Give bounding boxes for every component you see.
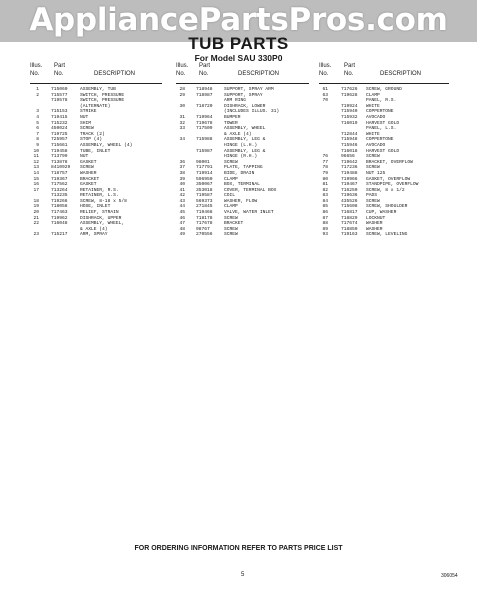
column-header [176,63,309,82]
part-description: CLAMP [224,176,238,182]
part-description: RETAINER, R.S. [80,187,119,193]
part-number: 715060 [51,87,68,92]
parts-column-1 [30,63,162,238]
part-number: 718948 [196,87,213,92]
part-description: SCREW [366,154,380,160]
part-number: 715946 [341,142,358,148]
part-number: 717626 [341,87,358,92]
part-number: 8410929 [51,165,71,171]
illus-number: 30 [179,103,185,109]
header-rule [319,83,449,84]
illus-number: 89 [322,226,328,232]
part-description: ASSEMBLY, WHEEL [224,126,266,132]
illus-number: 32 [179,120,185,126]
part-description: BRACKET [80,176,100,182]
part-description: SUPPORT, SPRAY [224,92,263,98]
illus-number: 76 [322,154,328,160]
illus-number: 83 [322,193,328,199]
illus-number: 19 [33,204,39,210]
part-number: 719578 [51,98,68,104]
part-number: 719628 [341,92,358,98]
part-number: 715948 [341,137,358,143]
part-description: ARM, SPRAY [80,232,108,238]
document-code: 306054 [441,573,458,579]
part-number: 715661 [51,142,68,148]
part-number: 717236 [341,165,358,171]
part-number: 716250 [341,187,358,193]
part-description: SCREW [224,232,238,238]
part-description: NUT [80,114,89,120]
part-number: 715987 [196,148,213,154]
part-number: 719458 [51,148,68,154]
part-description: HINGE (L.H.) [224,142,258,148]
part-number: 716019 [341,120,358,126]
illus-number: 45 [179,210,185,216]
part-row [176,232,309,238]
part-description: SCREW, 8 x 1/2 [366,187,405,193]
part-description: GASKET [80,159,97,165]
illus-number: 85 [322,204,328,210]
illus-number: 43 [179,198,185,204]
watermark-text: AppliancePartsPros.com [29,2,448,38]
column-header [30,63,162,82]
part-number: 718757 [51,170,68,176]
part-number: 719636 [341,193,358,199]
part-description: COPPERTONE [366,137,394,143]
illus-number: 49 [179,232,185,238]
illus-number: 34 [179,137,185,143]
part-description: SCREW [224,226,238,232]
part-number: 350067 [196,182,213,188]
illus-number: 79 [322,170,328,176]
part-description: (INCLUDES ILLUS. 31) [224,109,280,115]
part-description: GASKET [80,182,97,188]
illus-number: 5 [36,120,39,126]
illus-number: 9 [36,142,39,148]
header-rule [176,83,309,84]
part-number: 96656 [341,154,355,160]
part-description: BOX, TERMINAL [224,182,260,188]
part-description: ASSEMBLY, WHEEL (4) [80,142,133,148]
part-number: 719367 [51,176,68,182]
part-number: 717509 [196,126,213,132]
part-description: WHITE [366,103,380,109]
header-label: Part [199,63,211,69]
illus-number: 29 [179,92,185,98]
part-number: 715940 [341,109,358,115]
part-description: & AXLE (4) [80,226,108,232]
illus-number: 40 [179,182,185,188]
part-number: 718720 [196,103,213,109]
part-description: DISHRACK, LOWER [224,103,266,109]
part-description: SCREW [224,215,238,221]
part-number: 715577 [51,92,68,98]
part-description: LOCKNUT [366,215,386,221]
illus-number: 12 [33,159,39,165]
part-description: SWITCH, PRESSURE [80,98,125,104]
part-description: SCREW [366,198,380,204]
part-number: 719266 [51,198,68,204]
model-subtitle: For Model SAU 330P0 [194,53,283,63]
illus-number: 81 [322,182,328,188]
part-number: 719467 [341,182,358,188]
part-number: 719163 [341,232,358,238]
illus-number: 61 [322,87,328,92]
illus-number: 23 [33,232,39,238]
part-description: SCREW, GROUND [366,87,402,92]
part-description: HINGE (R.H.) [224,154,258,160]
part-number: 715153 [51,109,68,115]
part-description: PADS [366,193,378,199]
illus-number: 36 [179,159,185,165]
part-number: 719964 [196,114,213,120]
illus-number: 42 [179,193,185,199]
part-number: 715232 [51,120,68,126]
illus-number: 16 [33,182,39,188]
part-number: 98001 [196,159,210,165]
part-description: COIL [224,193,236,199]
part-description: AVOCADO [366,142,386,148]
part-number: 716048 [51,221,68,227]
part-description: TOWER [224,120,238,126]
part-number: 270556 [196,232,213,238]
part-description: (ALTERNATE) [80,103,111,109]
part-number: 717463 [51,210,68,216]
part-description: SCREW [366,165,380,171]
part-description: VALVE, WATER INLET [224,210,274,216]
illus-number: 22 [33,221,39,227]
part-number: 719962 [51,215,68,221]
illus-number: 8 [36,137,39,143]
part-description: ASSEMBLY, LEG & [224,137,266,143]
part-description: RELIEF, STRAIN [80,210,119,216]
part-number: 435526 [341,198,358,204]
part-description: STOP (4) [80,137,103,143]
part-row [30,232,162,238]
illus-number: 88 [322,221,328,227]
header-label: Illus. [319,63,332,69]
part-number: 719678 [196,120,213,126]
part-number: 569373 [196,198,213,204]
part-description: WHITE [366,131,380,137]
part-description: WASHER [366,226,383,232]
illus-number: 38 [179,170,185,176]
parts-list [319,87,449,238]
part-description: STRIKE [80,109,97,115]
part-description: ASSEMBLY, TUB [80,87,116,92]
illus-number: 15 [33,176,39,182]
part-description: ASSEMBLY, WHEEL, [80,221,125,227]
illus-number: 39 [179,176,185,182]
header-label: No. [30,71,40,77]
part-number: 719642 [341,159,358,165]
part-description: SCREW, LEVELING [366,232,408,238]
part-description: WASHER [366,221,383,227]
illus-number: 41 [179,187,185,193]
illus-number: 2 [36,92,39,98]
part-description: PLATE, TAPPING [224,165,263,171]
part-number: 719468 [196,210,213,216]
part-description: SWITCH, PRESSURE [80,92,125,98]
header-rule [30,83,162,84]
part-number: 717562 [51,182,68,188]
part-number: 713264 [51,187,68,193]
header-label: No. [344,71,354,77]
parts-list [30,87,162,238]
part-description: SCREW [80,165,94,171]
header-label: Part [54,63,66,69]
part-number: 712844 [341,131,358,137]
part-number: 450024 [51,126,68,132]
header-label: No. [176,71,186,77]
part-row [319,232,449,238]
illus-number: 48 [179,226,185,232]
header-label: No. [319,71,329,77]
part-number: 717674 [341,221,358,227]
page-number: 5 [241,572,245,578]
illus-number: 1 [36,87,39,92]
part-number: 718058 [51,204,68,210]
illus-number: 31 [179,114,185,120]
part-number: 713799 [51,154,68,160]
illus-number: 18 [33,198,39,204]
header-label: Illus. [30,63,43,69]
illus-number: 63 [322,92,328,98]
part-description: SCREW, SHOULDER [366,204,408,210]
illus-number: 17 [33,187,39,193]
part-number: 719725 [51,131,68,137]
part-description: BRACKET, OVERFLOW [366,159,413,165]
part-number: 719587 [196,193,213,199]
part-description: DISHRACK, UPPER [80,215,122,221]
part-description: TRACK (2) [80,131,105,137]
part-description: WASHER, FLOW [224,198,258,204]
illus-number: 80 [322,176,328,182]
illus-number: 84 [322,198,328,204]
part-number: 271845 [196,204,213,210]
illus-number: 70 [322,98,328,104]
part-number: 718987 [196,92,213,98]
header-label: DESCRIPTION [238,71,280,77]
illus-number: 87 [322,215,328,221]
part-number: 715988 [196,137,213,143]
part-description: SUPPORT, SPRAY ARM [224,87,274,92]
part-number: 719966 [341,176,358,182]
part-number: 715217 [51,232,68,238]
part-description: & AXLE (4) [224,131,252,137]
illus-number: 86 [322,210,328,216]
part-number: 717678 [196,221,213,227]
part-number: 716817 [341,210,358,216]
illus-number: 44 [179,204,185,210]
part-number: 718850 [341,226,358,232]
illus-number: 33 [179,126,185,132]
part-description: ASSEMBLY, LEG & [224,148,266,154]
header-label: Illus. [176,63,189,69]
ordering-footer: FOR ORDERING INFORMATION REFER TO PARTS PRICE LIST [134,545,343,552]
header-label: DESCRIPTION [380,71,422,77]
parts-column-2 [176,63,309,238]
illus-number: 77 [322,159,328,165]
part-number: 596950 [196,176,213,182]
illus-number: 28 [179,87,185,92]
part-number: 716018 [341,148,358,154]
part-number: 713235 [51,193,68,199]
part-description: COPPERTONE [366,109,394,115]
part-description: GASKET, OVERFLOW [366,176,411,182]
part-number: 713878 [51,159,68,165]
illus-number: 6 [36,126,39,132]
part-description: CUP, WASHER [366,210,397,216]
illus-number: 11 [33,154,39,160]
part-description: CLAMP [366,92,380,98]
parts-list [176,87,309,238]
part-description: HARVEST GOLD [366,120,400,126]
part-number: 98767 [196,226,210,232]
part-description: NUT 125 [366,170,386,176]
part-description: NUT [80,154,89,160]
header-label: DESCRIPTION [94,71,136,77]
illus-number: 10 [33,148,39,154]
illus-number: 78 [322,165,328,171]
parts-column-3 [319,63,449,238]
illus-number: 14 [33,170,39,176]
part-description: HOSE, INLET [80,204,111,210]
part-number: 718829 [341,215,358,221]
part-number: 719488 [341,170,358,176]
part-number: 719415 [51,114,68,120]
illus-number: 93 [322,232,328,238]
header-label: No. [54,71,64,77]
part-description: SCREW [80,126,94,132]
part-number: 715608 [341,204,358,210]
part-description: BUMPER [224,114,241,120]
part-description: CLAMP [224,204,238,210]
part-description: WASHER [80,170,97,176]
part-description: AVOCADO [366,114,386,120]
part-description: TUBE, INLET [80,148,111,154]
page-title: TUB PARTS [188,34,289,53]
part-number: 719924 [341,103,358,109]
illus-number: 47 [179,221,185,227]
part-description: COVER, TERMINAL BOX [224,187,277,193]
part-number: 717791 [196,165,213,171]
illus-number: 46 [179,215,185,221]
part-description: RETAINER, L.S. [80,193,119,199]
illus-number: 7 [36,131,39,137]
header-label: No. [199,71,209,77]
illus-number: 4 [36,114,39,120]
illus-number: 13 [33,165,39,171]
part-description: PANEL, R.S. [366,98,397,104]
illus-number: 21 [33,215,39,221]
part-description: ARM RING [224,98,247,104]
part-description: BRACKET [224,221,244,227]
column-header [319,63,449,82]
part-number: 719914 [196,170,213,176]
part-number: 715932 [341,114,358,120]
illus-number: 20 [33,210,39,216]
part-description: PANEL, L.S. [366,126,397,132]
illus-number: 3 [36,109,39,115]
part-number: 725957 [51,137,68,143]
part-number: 353018 [196,187,213,193]
part-description: STANDPIPE, OVERFLOW [366,182,419,188]
part-number: 718178 [196,215,213,221]
part-description: BIDE, DRAIN [224,170,255,176]
part-description: SCREW, 8-18 x 5/8 [80,198,127,204]
illus-number: 37 [179,165,185,171]
header-label: Part [344,63,356,69]
part-description: SCREW [224,159,238,165]
illus-number: 82 [322,187,328,193]
part-description: HARVEST GOLD [366,148,400,154]
part-description: SHIM [80,120,92,126]
